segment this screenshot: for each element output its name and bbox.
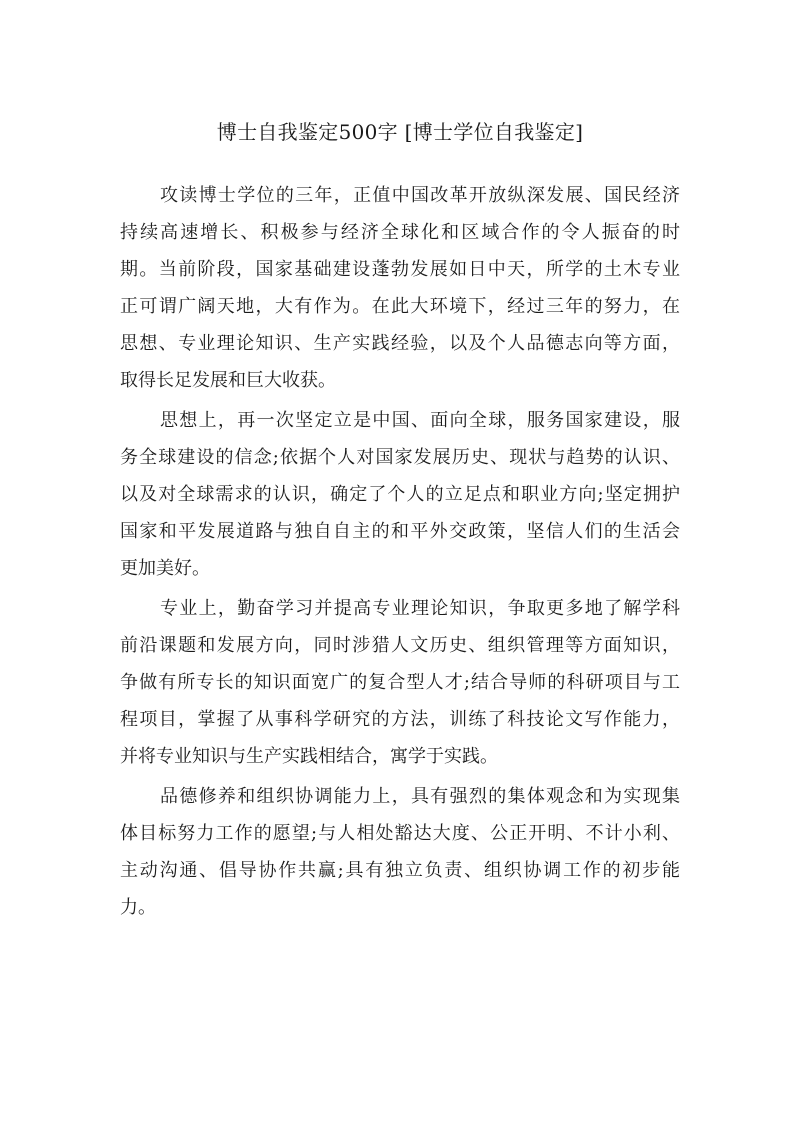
paragraph-3	[120, 590, 680, 775]
paragraph-line: 思想上，再一次坚定立是中国、面向全球，服务国家建设，服	[160, 410, 680, 431]
paragraph-line: 体目标努力工作的愿望;与人相处豁达大度、公正开明、不计小利、	[120, 823, 680, 844]
paragraph-line: 并将专业知识与生产实践相结合，寓学于实践。	[120, 746, 498, 767]
paragraph-line: 以及对全球需求的认识，确定了个人的立足点和职业方向;坚定拥护	[120, 484, 680, 505]
paragraph-line: 务全球建设的信念;依据个人对国家发展历史、现状与趋势的认识、	[120, 447, 680, 468]
paragraph-line: 专业上，勤奋学习并提高专业理论知识，争取更多地了解学科	[160, 598, 680, 619]
paragraph-line: 思想、专业理论知识、生产实践经验，以及个人品德志向等方面，	[120, 333, 680, 354]
paragraph-line: 争做有所专长的知识面宽广的复合型人才;结合导师的科研项目与工	[120, 672, 680, 693]
paragraph-line: 正可谓广阔天地，大有作为。在此大环境下，经过三年的努力，在	[120, 296, 680, 317]
paragraph-line: 期。当前阶段，国家基础建设蓬勃发展如日中天，所学的土木专业	[120, 259, 680, 280]
paragraph-line: 取得长足发展和巨大收获。	[120, 370, 336, 391]
paragraph-line: 前沿课题和发展方向，同时涉猎人文历史、组织管理等方面知识，	[120, 635, 680, 656]
document-body	[120, 177, 680, 929]
paragraph-line: 国家和平发展道路与独自自主的和平外交政策，坚信人们的生活会	[120, 521, 680, 542]
paragraph-4	[120, 778, 680, 926]
paragraph-line: 力。	[120, 897, 156, 918]
paragraph-2	[120, 402, 680, 587]
document-title: 博士自我鉴定500字 [博士学位自我鉴定]	[216, 120, 584, 144]
paragraph-line: 攻读博士学位的三年，正值中国改革开放纵深发展、国民经济	[160, 185, 680, 206]
paragraph-line: 主动沟通、倡导协作共赢;具有独立负责、组织协调工作的初步能	[120, 860, 680, 881]
paragraph-1	[120, 177, 680, 399]
paragraph-line: 持续高速增长、积极参与经济全球化和区域合作的令人振奋的时	[120, 222, 680, 243]
paragraph-line: 更加美好。	[120, 558, 210, 579]
paragraph-line: 品德修养和组织协调能力上，具有强烈的集体观念和为实现集	[160, 786, 680, 807]
paragraph-line: 程项目，掌握了从事科学研究的方法，训练了科技论文写作能力，	[120, 709, 680, 730]
